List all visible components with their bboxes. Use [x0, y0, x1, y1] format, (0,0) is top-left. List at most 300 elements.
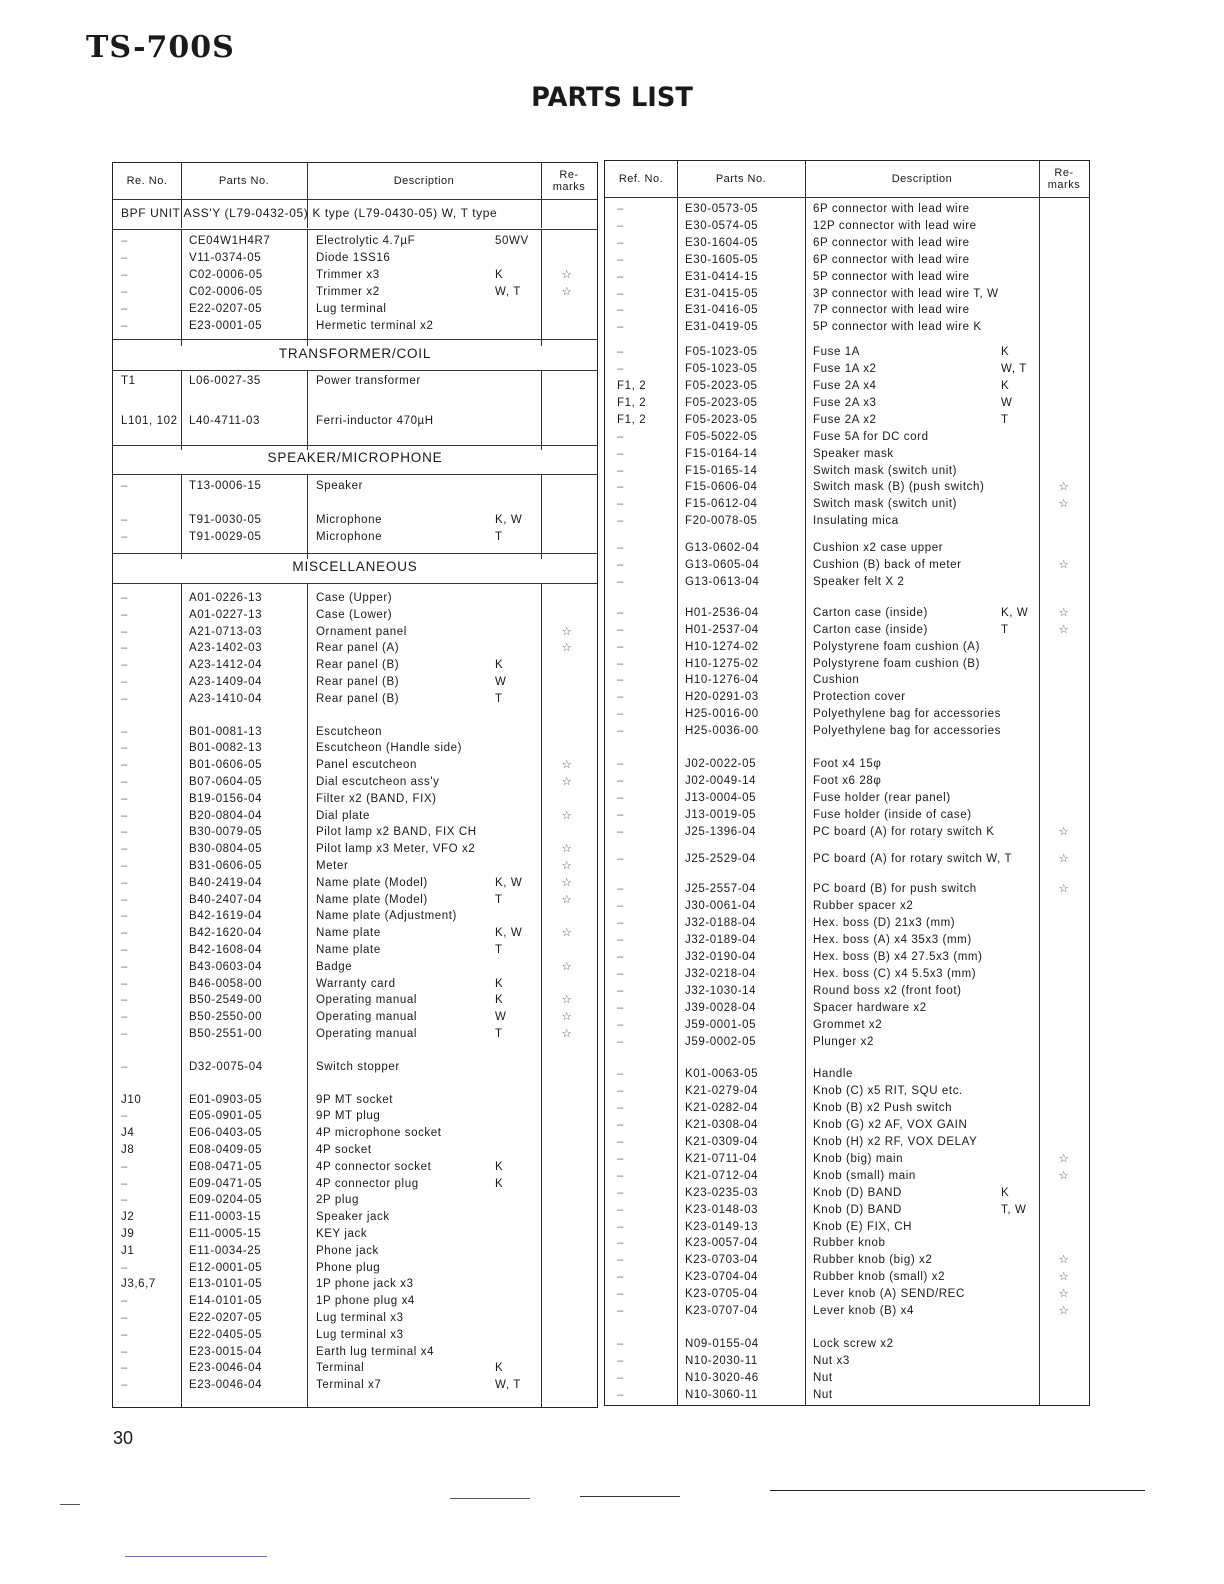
header-parts-no: Parts No. [715, 173, 767, 185]
part-number-cell: N10-3060-11 [685, 1388, 758, 1401]
description-cell: Microphone [316, 514, 383, 526]
scan-mark [450, 1498, 530, 1499]
description-cell: Knob (D) BAND [813, 1186, 902, 1199]
description-cell: Electrolytic 4.7µF [316, 235, 416, 247]
ref-cell: – [121, 286, 128, 298]
description-cell: 2P plug [316, 1194, 359, 1207]
remarks-cell: ☆ [561, 860, 573, 872]
ref-cell: – [121, 1028, 128, 1040]
ref-cell: – [121, 269, 128, 281]
table-row [113, 1026, 597, 1043]
ref-cell: – [121, 876, 128, 889]
description-cell: Rear panel (B) [316, 692, 400, 705]
ref-cell: L101, 102 [121, 415, 178, 427]
ref-cell: J8 [121, 1144, 135, 1156]
remarks-cell: ☆ [1058, 1152, 1070, 1165]
model-number: TS-700S [86, 30, 235, 65]
remarks-cell: ☆ [1058, 1305, 1070, 1317]
part-number-cell: B50-2550-00 [189, 1011, 263, 1024]
description-cell: Fuse holder (rear panel) [813, 791, 951, 804]
type-cell: W, T [1001, 363, 1027, 376]
ref-cell: – [617, 984, 624, 997]
part-number-cell: K21-0712-04 [685, 1169, 759, 1182]
table-row [605, 656, 1089, 673]
type-cell: K [495, 1160, 504, 1173]
description-cell: Polyethylene bag for accessories [813, 708, 1001, 721]
remarks-cell: ☆ [1058, 481, 1070, 494]
description-cell: Case (Upper) [316, 592, 393, 604]
ref-cell: – [121, 531, 128, 543]
description-cell: Speaker mask [813, 447, 894, 460]
description-cell: PC board (A) for rotary switch W, T [813, 852, 1013, 865]
ref-cell: – [121, 893, 128, 906]
description-cell: Microphone [316, 531, 383, 543]
description-cell: Pilot lamp x2 BAND, FIX CH [316, 826, 477, 839]
part-number-cell: E22-0207-05 [189, 1312, 263, 1324]
table-row [113, 674, 597, 691]
ref-cell: – [617, 1035, 624, 1048]
ref-cell: – [617, 447, 624, 460]
table-row [113, 318, 597, 335]
table-row [113, 1226, 597, 1243]
ref-cell: – [617, 852, 624, 865]
type-cell: W [1001, 396, 1013, 409]
part-number-cell: K21-0309-04 [685, 1136, 759, 1148]
part-number-cell: F15-0606-04 [685, 481, 758, 494]
ref-cell: – [121, 592, 128, 604]
part-number-cell: K21-0308-04 [685, 1119, 759, 1132]
part-number-cell: E31-0414-15 [685, 270, 759, 283]
part-number-cell: T91-0030-05 [189, 514, 262, 526]
description-cell: Phone jack [316, 1244, 379, 1257]
table-row [605, 496, 1089, 513]
ref-cell: – [617, 1018, 624, 1031]
section-title-transformer: TRANSFORMER/COIL [113, 346, 597, 370]
ref-cell: – [617, 236, 624, 249]
ref-cell: – [617, 758, 624, 770]
table-row [605, 1100, 1089, 1117]
table-row [605, 446, 1089, 463]
table-row [605, 429, 1089, 446]
part-number-cell: H01-2536-04 [685, 606, 759, 619]
part-number-cell: F15-0164-14 [685, 447, 758, 460]
description-cell: Rubber knob [813, 1237, 886, 1250]
description-cell: 6P connector with lead wire [813, 203, 970, 215]
part-number-cell: E31-0419-05 [685, 321, 759, 334]
description-cell: Fuse holder (inside of case) [813, 808, 972, 821]
table-row [605, 672, 1089, 689]
table-row [605, 824, 1089, 841]
part-number-cell: J32-0190-04 [685, 951, 757, 963]
ref-cell: – [121, 659, 128, 672]
section-title-speaker: SPEAKER/MICROPHONE [113, 450, 597, 474]
ref-cell: – [617, 606, 624, 619]
ref-cell: – [121, 994, 128, 1007]
table-row [113, 992, 597, 1009]
description-cell: Fuse 2A x2 [813, 413, 877, 426]
part-number-cell: H25-0016-00 [685, 708, 759, 721]
description-cell: Carton case (inside) [813, 606, 928, 619]
table-row [605, 378, 1089, 395]
part-number-cell: T13-0006-15 [189, 480, 262, 492]
description-cell: Foot x4 15φ [813, 758, 882, 770]
part-number-cell: A01-0227-13 [189, 608, 263, 621]
ref-cell: – [121, 860, 128, 872]
ref-cell: – [121, 625, 128, 638]
table-row [605, 851, 1089, 868]
table-row [605, 344, 1089, 361]
part-number-cell: K21-0279-04 [685, 1085, 759, 1098]
description-cell: 6P connector with lead wire [813, 253, 970, 266]
description-cell: Handle [813, 1068, 854, 1081]
part-number-cell: A21-0713-03 [189, 625, 263, 638]
ref-cell: – [121, 944, 128, 956]
description-cell: 12P connector with lead wire [813, 219, 977, 232]
ref-cell: – [121, 977, 128, 990]
description-cell: Name plate [316, 927, 381, 940]
part-number-cell: J25-1396-04 [685, 825, 757, 838]
remarks-cell: ☆ [1058, 1254, 1070, 1267]
table-row [113, 1142, 597, 1159]
part-number-cell: E12-0001-05 [189, 1261, 263, 1274]
ref-cell: – [617, 951, 624, 963]
description-cell: Polystyrene foam cushion (B) [813, 657, 981, 670]
ref-cell: – [121, 910, 128, 923]
part-number-cell: E01-0903-05 [189, 1093, 263, 1106]
table-row [113, 908, 597, 925]
type-cell: 50WV [495, 235, 529, 247]
table-row [113, 1108, 597, 1125]
table-row [605, 302, 1089, 319]
part-number-cell: K23-0705-04 [685, 1288, 759, 1301]
description-cell: Name plate (Adjustment) [316, 910, 457, 923]
description-cell: Switch mask (B) (push switch) [813, 481, 985, 494]
table-row [605, 790, 1089, 807]
ref-cell: F1, 2 [617, 413, 647, 426]
table-row [605, 269, 1089, 286]
table-row [605, 252, 1089, 269]
table-row [605, 574, 1089, 591]
description-cell: Knob (C) x5 RIT, SQU etc. [813, 1085, 963, 1098]
table-row [605, 1117, 1089, 1134]
page-number: 30 [113, 1428, 134, 1448]
description-cell: Fuse 1A [813, 346, 861, 359]
part-number-cell: K01-0063-05 [685, 1068, 759, 1081]
type-cell: K [1001, 380, 1010, 392]
ref-cell: – [617, 917, 624, 930]
ref-cell: – [617, 1152, 624, 1165]
table-row [605, 1286, 1089, 1303]
remarks-cell: ☆ [1058, 883, 1070, 896]
part-number-cell: H25-0036-00 [685, 725, 759, 738]
table-row [113, 1209, 597, 1226]
ref-cell: – [121, 725, 128, 738]
ref-cell: – [617, 481, 624, 494]
part-number-cell: F15-0612-04 [685, 498, 758, 511]
parts-table-left [112, 162, 598, 1408]
remarks-cell: ☆ [561, 927, 573, 940]
type-cell: K, W [495, 514, 523, 526]
table-row [113, 1159, 597, 1176]
part-number-cell: B43-0603-04 [189, 960, 263, 973]
description-cell: Ferri-inductor 470µH [316, 415, 434, 427]
part-number-cell: E30-0574-05 [685, 219, 759, 232]
description-cell: Name plate (Model) [316, 893, 428, 906]
part-number-cell: N09-0155-04 [685, 1337, 759, 1350]
part-number-cell: E11-0034-25 [189, 1244, 262, 1257]
type-cell: T [1001, 623, 1009, 636]
ref-cell: – [617, 1068, 624, 1081]
type-cell: K [495, 977, 504, 990]
table-row [605, 1303, 1089, 1320]
part-number-cell: F05-2023-05 [685, 380, 758, 392]
description-cell: Hex. boss (A) x4 35x3 (mm) [813, 934, 972, 947]
description-cell: Rubber knob (small) x2 [813, 1271, 946, 1284]
description-cell: Speaker jack [316, 1211, 390, 1224]
table-row [113, 724, 597, 741]
part-number-cell: G13-0602-04 [685, 542, 760, 555]
description-cell: Dial plate [316, 809, 370, 822]
description-cell: 7P connector with lead wire [813, 304, 970, 317]
table-row [113, 284, 597, 301]
table-row [113, 1327, 597, 1344]
type-cell: K, W [1001, 606, 1029, 619]
table-row [605, 235, 1089, 252]
ref-cell: – [617, 1371, 624, 1384]
ref-cell: – [121, 235, 128, 247]
table-row [113, 1009, 597, 1026]
description-cell: Knob (E) FIX, CH [813, 1220, 913, 1233]
part-number-cell: J02-0049-14 [685, 774, 757, 787]
ref-cell: – [617, 1001, 624, 1014]
table-row [605, 881, 1089, 898]
part-number-cell: B20-0804-04 [189, 809, 263, 822]
type-cell: K [495, 1177, 504, 1190]
type-cell: W [495, 676, 507, 688]
table-row [605, 1202, 1089, 1219]
ref-cell: – [617, 219, 624, 232]
table-row [605, 605, 1089, 622]
ref-cell: – [617, 967, 624, 980]
ref-cell: – [617, 203, 624, 215]
table-row [605, 1252, 1089, 1269]
scan-mark [60, 1504, 80, 1505]
description-cell: 4P microphone socket [316, 1127, 442, 1140]
table-row [113, 624, 597, 641]
part-number-cell: H10-1275-02 [685, 657, 759, 670]
ref-cell: – [617, 623, 624, 636]
ref-cell: – [121, 826, 128, 839]
table-row [605, 395, 1089, 412]
ref-cell: – [121, 252, 128, 264]
type-cell: T, W [1001, 1203, 1027, 1216]
part-number-cell: E31-0415-05 [685, 287, 759, 300]
ref-cell: J4 [121, 1127, 135, 1140]
description-cell: Fuse 5A for DC cord [813, 430, 929, 443]
description-cell: Dial escutcheon ass'y [316, 776, 440, 788]
type-cell: K [495, 659, 504, 672]
type-cell: K, W [495, 927, 523, 940]
description-cell: Protection cover [813, 691, 906, 704]
table-row [605, 463, 1089, 480]
description-cell: Escutcheon [316, 725, 383, 738]
part-number-cell: K23-0707-04 [685, 1305, 759, 1317]
description-cell: Rubber knob (big) x2 [813, 1254, 933, 1267]
part-number-cell: B42-1608-04 [189, 944, 263, 956]
description-cell: 4P socket [316, 1144, 372, 1156]
description-cell: Cushion (B) back of meter [813, 559, 962, 571]
part-number-cell: F20-0078-05 [685, 515, 758, 528]
scan-mark [125, 1556, 267, 1557]
table-row [113, 607, 597, 624]
remarks-cell: ☆ [561, 1028, 573, 1040]
table-row [113, 791, 597, 808]
part-number-cell: F15-0165-14 [685, 464, 758, 477]
remarks-cell: ☆ [1058, 606, 1070, 619]
description-cell: Warranty card [316, 977, 396, 990]
part-number-cell: F05-1023-05 [685, 363, 758, 376]
ref-cell: – [617, 1102, 624, 1115]
ref-cell: – [617, 1354, 624, 1367]
table-row [113, 691, 597, 708]
description-cell: PC board (A) for rotary switch K [813, 825, 995, 838]
ref-cell: – [617, 1254, 624, 1267]
header-description: Description [891, 173, 953, 185]
description-cell: 9P MT plug [316, 1110, 381, 1123]
description-cell: Carton case (inside) [813, 623, 928, 636]
type-cell: K [1001, 1186, 1010, 1199]
description-cell: Knob (H) x2 RF, VOX DELAY [813, 1136, 978, 1148]
part-number-cell: B50-2551-00 [189, 1028, 263, 1040]
description-cell: Rear panel (B) [316, 676, 400, 688]
ref-cell: – [121, 1110, 128, 1123]
table-row [605, 1151, 1089, 1168]
description-cell: Case (Lower) [316, 608, 393, 621]
table-row [605, 949, 1089, 966]
header-remarks: Re- marks [1047, 167, 1081, 191]
part-number-cell: J39-0028-04 [685, 1001, 757, 1014]
table-row [605, 1083, 1089, 1100]
ref-cell: – [617, 575, 624, 588]
remarks-cell: ☆ [561, 809, 573, 822]
part-number-cell: E09-0204-05 [189, 1194, 263, 1207]
remarks-cell: ☆ [1058, 825, 1070, 838]
table-row [113, 1192, 597, 1209]
ref-cell: T1 [121, 375, 136, 387]
ref-cell: – [617, 1237, 624, 1250]
description-cell: Nut x3 [813, 1354, 850, 1367]
part-number-cell: E31-0416-05 [685, 304, 759, 317]
description-cell: Terminal x7 [316, 1379, 382, 1392]
part-number-cell: K23-0149-13 [685, 1220, 759, 1233]
part-number-cell: K23-0235-03 [685, 1186, 759, 1199]
part-number-cell: K23-0057-04 [685, 1237, 759, 1250]
description-cell: 4P connector socket [316, 1160, 432, 1173]
part-number-cell: F05-2023-05 [685, 396, 758, 409]
table-row [605, 479, 1089, 496]
remarks-cell: ☆ [561, 876, 573, 889]
part-number-cell: V11-0374-05 [189, 252, 262, 264]
remarks-cell: ☆ [561, 994, 573, 1007]
description-cell: Foot x6 28φ [813, 774, 882, 787]
type-cell: K, W [495, 876, 523, 889]
ref-cell: – [617, 1337, 624, 1350]
part-number-cell: J32-0188-04 [685, 917, 757, 930]
ref-cell: – [121, 303, 128, 315]
table-row [113, 640, 597, 657]
table-row [113, 858, 597, 875]
description-cell: Plunger x2 [813, 1035, 874, 1048]
remarks-cell: ☆ [1058, 852, 1070, 865]
description-cell: Name plate (Model) [316, 876, 428, 889]
description-cell: Switch mask (switch unit) [813, 464, 958, 477]
ref-cell: – [617, 1220, 624, 1233]
part-number-cell: T91-0029-05 [189, 531, 262, 543]
table-row [113, 824, 597, 841]
description-cell: Lug terminal x3 [316, 1312, 404, 1324]
description-cell: Rear panel (B) [316, 659, 400, 672]
header-ref: Ref. No. [618, 173, 664, 185]
type-cell: K [495, 269, 504, 281]
description-cell: 1P phone jack x3 [316, 1278, 414, 1291]
ref-cell: – [121, 843, 128, 856]
header-ref: Re. No. [126, 175, 168, 187]
description-cell: Power transformer [316, 375, 421, 387]
ref-cell: – [617, 934, 624, 947]
description-cell: Badge [316, 960, 353, 973]
ref-cell: – [121, 960, 128, 973]
ref-cell: J9 [121, 1228, 135, 1240]
table-row [605, 286, 1089, 303]
description-cell: Nut [813, 1371, 833, 1384]
part-number-cell: E09-0471-05 [189, 1177, 263, 1190]
part-number-cell: A23-1410-04 [189, 692, 263, 705]
description-cell: Polyethylene bag for accessories [813, 725, 1001, 738]
ref-cell: – [121, 776, 128, 788]
part-number-cell: C02-0006-05 [189, 269, 263, 281]
table-row [113, 1176, 597, 1193]
ref-cell: – [121, 1011, 128, 1024]
part-number-cell: E11-0005-15 [189, 1228, 262, 1240]
table-row [113, 808, 597, 825]
scan-mark [770, 1490, 1145, 1491]
table-row [113, 1059, 597, 1076]
part-number-cell: B46-0058-00 [189, 977, 263, 990]
ref-cell: J1 [121, 1244, 135, 1257]
table-row [113, 925, 597, 942]
remarks-cell: ☆ [561, 286, 573, 298]
type-cell: W, T [495, 286, 521, 298]
ref-cell: – [617, 287, 624, 300]
part-number-cell: E23-0001-05 [189, 320, 263, 332]
table-row [113, 233, 597, 250]
part-number-cell: H10-1274-02 [685, 640, 759, 653]
description-cell: Trimmer x2 [316, 286, 380, 298]
table-row [605, 1353, 1089, 1370]
ref-cell: – [121, 1060, 128, 1073]
description-cell: Cushion [813, 674, 860, 687]
part-number-cell: E08-0471-05 [189, 1160, 263, 1173]
section-title-miscellaneous: MISCELLANEOUS [113, 559, 597, 583]
ref-cell: – [121, 792, 128, 805]
remarks-cell: ☆ [561, 1011, 573, 1024]
ref-cell: – [617, 640, 624, 653]
table-row [113, 892, 597, 909]
description-cell: Lug terminal [316, 303, 387, 315]
table-row [113, 413, 597, 430]
remarks-cell: ☆ [1058, 1271, 1070, 1284]
description-cell: Name plate [316, 944, 381, 956]
